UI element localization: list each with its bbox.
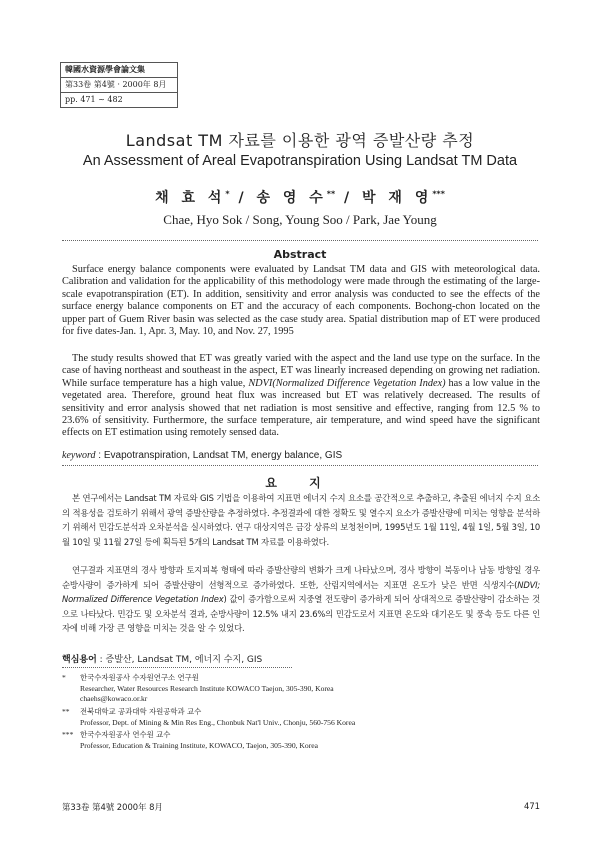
yoji-paragraph-1: 본 연구에서는 Landsat TM 자료와 GIS 기법을 이용하여 지표면 에너지 수지 요소를 공간적으로 추출하고, 추출된 에너지 수지 요소의 적용성을 검토하기 위해서 광역 증발산량을 추정하였다. 추정결과에 대한 정확도 및 열수지 요소가 증발산량에 미치는 영향을 분석하기 위해서 민감도분석과 오차분석을 실시하였다. 연구 대상지역은 금강 상류의 보청천이며, 1995년도 1월 11일, 4월 1일, 5월 3일, 10월 10일 및 11월 27일 등에 획득된 5개의 Landsat TM 자료를 이용하였다. [62, 493, 540, 547]
title-korean: Landsat TM 자료를 이용한 광역 증발산량 추정 [125, 131, 475, 150]
footnote-mark: * [62, 673, 66, 682]
keywords [62, 450, 540, 461]
journal-name: 韓國水資源學會論文集 [61, 63, 177, 78]
abstract-p2-text-2: has a low value in the vegetated area. Therefore, ground heat flux was increased but ET was relatively decreased. The results of sensitivity and error analysis showed that net radiation is most sensitive and effective, ranging from 12.5 % to 23.6% of sensitivity. Furthermore, the surface temperature, air temperature, and wind speed have the significant effects on ET estimation using remotely sensed data. [62, 377, 540, 439]
dotted-divider [62, 465, 538, 466]
footnote-en: Professor, Education & Training Institute, KOWACO, Taejon, 305-390, Korea [80, 740, 318, 750]
author-separator: / [335, 190, 363, 206]
abstract-p2-text: The study results showed that ET was greatly varied with the aspect and the land use type on the surface. In the case of having northeast and southeast in the aspect, ET was linearly increased depending on growing net radiation. While surface temperature has a high value, [62, 353, 540, 389]
footnote-en: Professor, Dept. of Mining & Min Res Eng., Chonbuk Nat'l Univ., Chonju, 560-756 Korea [80, 717, 356, 727]
author-1-ko: 채 효 석 [155, 190, 226, 206]
journal-pages: pp. 471 ~ 482 [65, 95, 123, 104]
footnote-mark: ** [62, 707, 70, 716]
author-2-ko: 송 영 수 [256, 190, 327, 206]
abstract-heading: Abstract [273, 248, 327, 261]
authors-english: Chae, Hyo Sok / Song, Young Soo / Park, Jae Young [163, 212, 437, 227]
dotted-divider [62, 240, 538, 241]
author-1-mark: * [225, 189, 230, 199]
footnote-ko: 한국수자원공사 연수원 교수 [80, 730, 171, 739]
footnote-divider [62, 667, 292, 668]
yoji-keyword-label: 핵심용어 [62, 655, 97, 665]
author-3-ko: 박 재 영 [362, 190, 433, 206]
abstract-p2-italic: NDVI(Normalized Difference Vegetation Index) [248, 377, 446, 389]
abstract-paragraph-1: Surface energy balance components were evaluated by Landsat TM data and GIS with meteorological data. Calibration and validation for the applicability of this methodology were made through the estimating of the large-scale evapotranspiration (ET). In addition, sensitivity and error analysis was conducted to see the effects of the surface energy balance components on ET and the accuracy of each components. Bochong-chon located on the upper part of Guem River basin was selected as the case study area. Spatial distribution map of ET were produced for five dates-Jan. 1, Apr. 3, May. 10, and Nov. 27, 1995 [62, 264, 540, 338]
footnote-ko: 한국수자원공사 수자원연구소 연구원 [80, 673, 199, 682]
footnote-ko: 전북대학교 공과대학 자원공학과 교수 [80, 707, 202, 716]
keyword-text: : Evapotranspiration, Landsat TM, energy balance, GIS [95, 450, 343, 461]
footnote-email: chaehs@kowaco.or.kr [80, 694, 148, 704]
footnote-1 [62, 673, 540, 705]
yoji-heading: 요 지 [265, 476, 335, 490]
yoji-p2-text: 연구결과 지표면의 경사 방향과 토지피복 형태에 따라 증발산량의 변화가 크게 나타났으며, 경사 방향이 북동이나 남동 방향일 경우 순방사량이 증가하게 되어 증발산량이 선형적으로 증가하였다. 또한, 산림지역에서는 지표면 온도가 낮은 반면 식생지수( [62, 565, 540, 590]
abstract-paragraph-2 [62, 353, 540, 440]
page-number: 471 [524, 801, 540, 811]
footnote-en: Researcher, Water Resources Research Institute KOWACO Taejon, 305-390, Korea [80, 683, 334, 693]
keyword-label: keyword [62, 450, 96, 461]
footer-journal-issue: 第33卷 第4號 2000年 8月 [62, 802, 163, 812]
journal-volume: 第33卷 第4號 · 2000年 8月 [61, 78, 177, 93]
footnote-2 [62, 707, 540, 728]
footnote-3 [62, 730, 540, 751]
title-english: An Assessment of Areal Evapotranspiration Using Landsat TM Data [82, 153, 518, 169]
journal-info-box [60, 62, 178, 108]
yoji-p2-italic: NDVI; Normalized Difference Vegetation Index [62, 579, 540, 605]
yoji-keyword-text: : 증발산, Landsat TM, 에너지 수지, GIS [96, 655, 263, 665]
authors-korean [0, 187, 600, 207]
footnote-mark: *** [62, 730, 74, 739]
author-3-mark: *** [432, 189, 445, 199]
author-separator: / [229, 190, 257, 206]
yoji-p2-text-2: ) 값이 증가함으로써 지중열 전도량이 증가하게 되어 상대적으로 증발산량이 감소하는 것으로 나타났다. 민감도 및 오차분석 결과, 순방사량이 12.5% 내지 23.6%의 민감도로서 지표면 온도와 대기온도 및 풍속 등도 다른 인자에 비해 가장 큰 영향을 미치는 것을 알 수 있었다. [62, 594, 540, 634]
author-2-mark: ** [326, 189, 336, 199]
yoji-paragraph-2 [62, 563, 540, 636]
page-footer [62, 801, 540, 813]
yoji-keywords [62, 652, 540, 665]
